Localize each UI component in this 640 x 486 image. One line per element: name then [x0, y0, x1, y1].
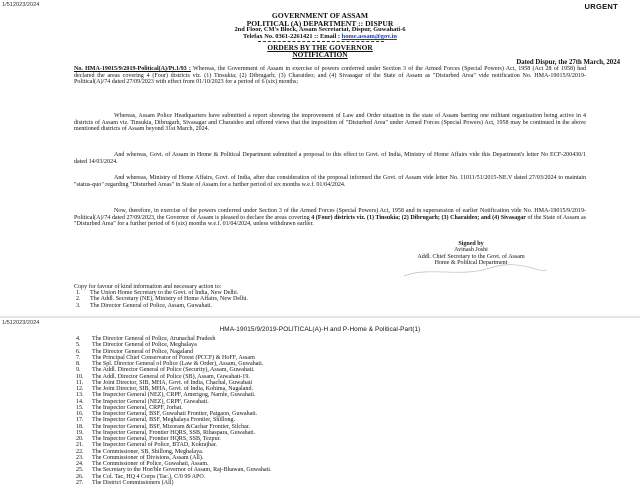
paragraph-4: And whereas, Ministry of Home Affairs, Govt. of India, after due consideration of the proposal informed the Govt. of Assam vide letter No. 11011/51/2015-NE.V dated 27/03/2024 to maintain "status-quo" regarding "Disturbed Areas" in State of Assam for a further period of six months w.e.f. 01/04/2024.: [74, 175, 586, 188]
paragraph-5: [74, 208, 586, 228]
list-item-text: The Inspector General of Police, BTAD, Kokrajhar.: [92, 442, 217, 449]
list-item-number: 19.: [76, 429, 84, 436]
list-item-text: The Principal Chief Conservator of Forest (PCCF) & HoFF, Assam: [92, 354, 255, 361]
signed-by-label: Signed by: [458, 241, 484, 247]
paragraph-2: Whereas, Assam Police Headquarters have submitted a report showing the improvement of Law and Order situation in the state of Assam barring one militant organization being active in 4 districts of Assam viz. Tinsukia, Dibrugarh, Sivasagar and Charaideo and offered views that the imposition of "Disturbed Area" under Armed Forces (Special Powers) Act, 1958 may be continued in the above mentioned districts of Assam beyond 31st March, 2024.: [74, 113, 586, 133]
list-item-number: 11.: [76, 379, 84, 386]
date-line: Dated Dispur, the 27th March, 2024: [516, 59, 620, 66]
list-item-number: 22.: [76, 448, 84, 455]
list-item-text: The Union Home Secretary to the Govt. of India, New Delhi.: [90, 290, 239, 297]
list-item-number: 4.: [76, 336, 81, 342]
list-item-number: 1.: [76, 290, 81, 297]
list-item-number: 6.: [76, 348, 81, 355]
list-item-number: 23.: [76, 454, 84, 461]
list-item-number: 5.: [76, 342, 81, 349]
paragraph-1-text: Whereas, the Government of Assam in exercise of powers conferred under Section 3 of the Armed Forces (Special Powers) Act, 1958 (Act 28 of 1958) had declared the areas covering 4 (Four) districts viz. (1) Tinsukia; (2) Dibrugarh; (3) Charaideo; and (4) Sivasagar of the State of Assam as "Disturbed Area" vide notification No. HMA-19015/9/2019-Political(A)/74 dated 27/09/2023 with effect from 01/10/2023 for a period of 6 (six) months;: [74, 66, 586, 86]
list-item-text: The District Commissioners (All): [92, 479, 174, 486]
list-item-text: The Director General of Police, Assam, Guwahati.: [90, 302, 213, 309]
list-item-number: 20.: [76, 436, 84, 442]
list-item-text: The Secretary to the Hon'ble Governor of Assam, Raj-Bhawan, Guwahati.: [92, 467, 272, 474]
address-line: 2nd Floor, CM's Block, Assam Secretariat, Dispur, Guwahati-6: [234, 26, 406, 33]
list-item-text: The Commissioner of Divisions, Assam (All).: [92, 454, 204, 461]
list-item-number: 13.: [76, 392, 84, 399]
copy-intro: Copy for favour of kind information and necessary action to:: [74, 284, 222, 290]
orders-title: ORDERS BY THE GOVERNOR: [267, 43, 373, 52]
signature-stamp-mark: [400, 264, 550, 280]
signature-block: [356, 241, 586, 267]
department-heading: POLITICAL (A) DEPARTMENT :: DISPUR: [246, 19, 394, 28]
paragraph-5-text-b: of the State of Assam as "Disturbed Area" for a further period of 6 (six) months w.e.f. 01/04/2024, unless withdrawn earlier.: [74, 214, 586, 228]
list-item-number: 27.: [76, 479, 84, 486]
urgent-label: URGENT: [584, 2, 618, 11]
reference-number-page-2: 1/512023/2024: [2, 320, 40, 326]
list-item-text: The Commissioner of Police, Guwahati, Assam.: [92, 461, 209, 467]
copy-list: [74, 290, 534, 309]
list-item-number: 14.: [76, 398, 84, 405]
government-heading: GOVERNMENT OF ASSAM: [271, 11, 369, 20]
list-item-number: 25.: [76, 467, 84, 474]
list-item-text: The Addl. Director General of Police (SB), Assam, Guwahati-19.: [92, 373, 250, 380]
list-item-number: 21.: [76, 442, 84, 449]
copy-to-section: [74, 284, 534, 309]
list-item-text: The Inspector General, Frontier HQRS, SSB, Rihaspara, Guwahati.: [92, 429, 256, 436]
list-item-text: The Addl. Secretary (NE), Ministry of Home Affairs, New Delhi.: [90, 296, 248, 303]
list-item-number: 24.: [76, 461, 84, 467]
signer-designation: Addl. Chief Secretary to the Govt. of Assam: [417, 253, 525, 260]
list-item-text: The Inspector General, BSF, Meghalaya Frontier, Shillong.: [92, 417, 236, 424]
signer-name: Avinash Joshi: [454, 247, 488, 254]
paragraph-5-districts: 4 (Four) districts viz. (1) Tinsukia; (2) Dibrugarh; (3) Charaideo; and (4) Sivasagar: [311, 214, 526, 221]
reference-number: 1/512023/2024: [2, 2, 40, 8]
header-divider: [258, 41, 384, 42]
list-item-text: The Director General of Police, Arunachal Pradesh: [92, 336, 216, 342]
page-2: [0, 318, 640, 486]
list-item-number: 8.: [76, 361, 81, 367]
list-item-text: The Inspector General, Frontier HQRS, SSB, Tezpur.: [92, 436, 221, 442]
list-item-text: The Inspector General, BSF, Guwahati Frontier, Patgaon, Guwahati.: [92, 411, 258, 417]
list-item-number: 12.: [76, 386, 84, 392]
list-item-text: The Col. Tac, HQ 4 Corps (Tac.), C/0 99 APO.: [92, 473, 206, 480]
distribution-list: [76, 336, 596, 486]
paragraph-1: [74, 66, 586, 86]
list-item-text: The Addl. Director General of Police (Security), Assam, Guwahati.: [92, 367, 255, 374]
signer-department: Home & Political Department: [434, 260, 508, 267]
list-item-number: 9.: [76, 367, 81, 374]
distribution-list-item: [76, 480, 596, 486]
paragraph-5-text-a: Now, therefore, in exercise of the powers conferred under Section 3 of the Armed Forces (Special Powers) Act, 1958 and in supersession of earlier Notification vide No. HMA-19015/9/2019-Political(A)/74 dated 27/09/2023, the Governor of Assam is pleased to declare the areas covering: [74, 208, 586, 221]
list-item-number: 26.: [76, 473, 84, 480]
list-item-number: 16.: [76, 411, 84, 417]
list-item-text: The Inspector General, BSF, Mizoram &Cachar Frontier, Silchar.: [92, 423, 250, 430]
list-item-number: 2.: [76, 296, 81, 303]
copy-list-item: [74, 303, 534, 309]
list-item-text: The Joint Director, SIB, MHA, Govt. of India, Chachal, Guwahati: [92, 379, 253, 386]
list-item-number: 17.: [76, 417, 84, 424]
list-item-number: 7.: [76, 354, 81, 361]
list-item-text: The Inspector General, CRPF, Jorhat.: [92, 404, 183, 411]
email-link[interactable]: home.assam@gov.in: [341, 33, 397, 40]
list-item-text: The Director General of Police, Nagaland: [92, 348, 194, 355]
contact-line: [0, 34, 640, 40]
list-item-number: 10.: [76, 373, 84, 380]
file-title: HMA-19015/9/2019-POLITICAL(A)-H and P-Home & Political-Part(1): [219, 326, 421, 333]
list-item-number: 3.: [76, 302, 81, 309]
list-item-number: 18.: [76, 423, 84, 430]
list-item-text: The Joint Director, SIB, MHA, Govt. of India, Kohima, Nagaland.: [92, 386, 253, 392]
list-item-text: The Spl. Director General of Police (Law & Order), Assam, Guwahati.: [92, 361, 264, 367]
notification-number: No. HMA-19015/9/2019-Political(A)/Pt.1/93 :: [74, 66, 191, 72]
list-item-text: The Commissioner, SB, Shillong, Meghalaya.: [92, 448, 204, 455]
paragraph-3: And whereas, Govt. of Assam in Home & Political Department submitted a proposal to this effect to Govt. of India, Ministry of Home Affairs vide this Department's letter No ECF-200430/1 dated 14/03/2024.: [74, 152, 586, 165]
list-item-text: The Director General of Police, Meghalaya: [92, 342, 197, 349]
telefax-text: Telefax No. 0361-2261421 :: Email :: [243, 33, 341, 40]
list-item-number: 15.: [76, 404, 84, 411]
list-item-text: The Inspector General (NEZ), CRPF, Guwahati.: [92, 398, 209, 405]
list-item-text: The Inspector General (NEZ), CRPF, Amerigog, Narnle, Guwahati.: [92, 392, 256, 399]
notification-title: NOTIFICATION: [292, 50, 348, 59]
